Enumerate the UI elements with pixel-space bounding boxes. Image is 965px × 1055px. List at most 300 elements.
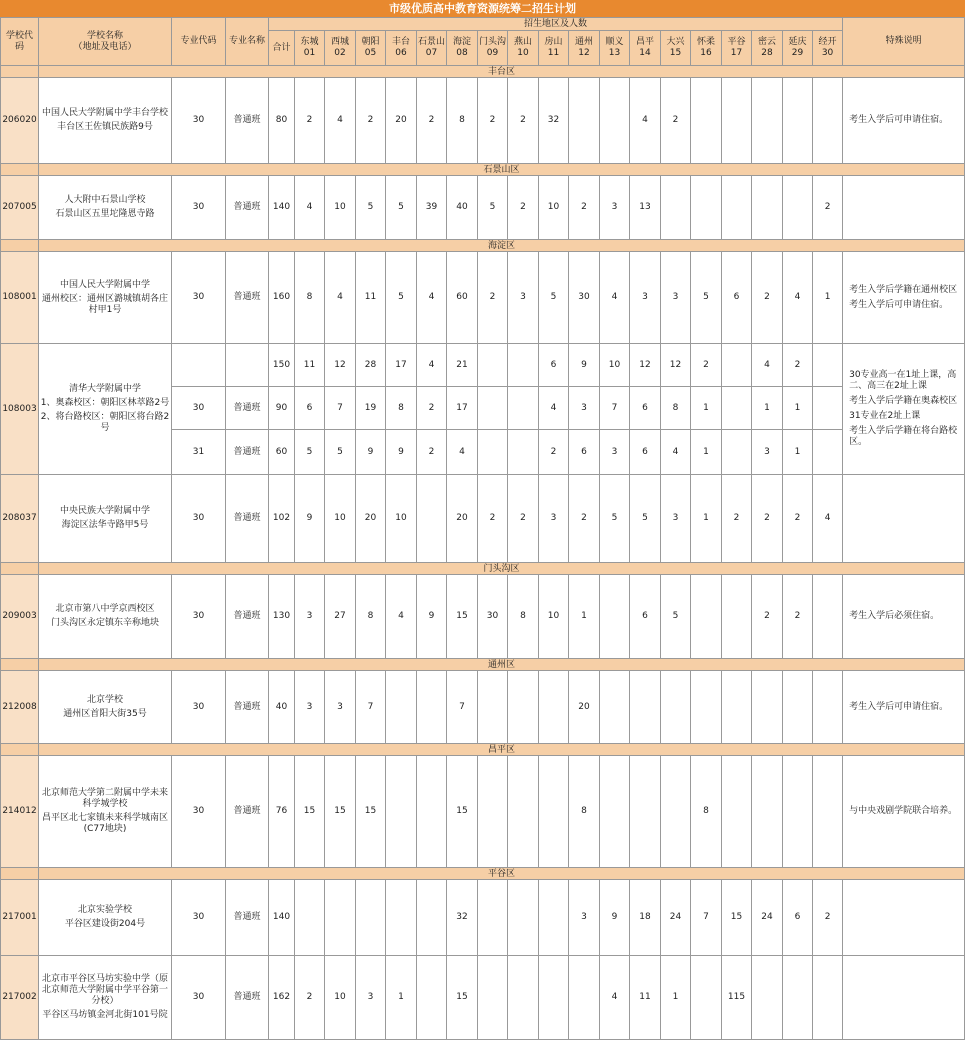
major-code: 30 [172,575,226,659]
special-note [843,956,965,1040]
district-count: 6 [569,430,600,475]
district-count: 2 [508,78,539,164]
school-name-line: 北京师范大学第二附属中学未来科学城学校 [41,788,168,809]
header-district-09 [478,31,508,66]
district-count [539,956,569,1040]
district-row [1,744,965,756]
district-count [722,344,752,387]
school-name-line: 2、将台路校区：朝阳区将台路2号 [40,412,170,433]
school-code: 217002 [1,956,39,1040]
district-count [478,956,508,1040]
district-label: 昌平区 [39,744,965,756]
district-count [813,430,843,475]
total-count: 102 [269,475,295,563]
district-count: 2 [508,475,539,563]
district-count [539,756,569,868]
school-name-line: 中国人民大学附属中学 [59,279,150,290]
district-count: 1 [691,430,722,475]
district-count: 5 [539,252,569,344]
table-row [1,575,965,659]
header-district-08 [447,31,478,66]
district-count: 3 [752,430,783,475]
district-count [600,671,630,744]
district-count: 6 [630,575,661,659]
major-name: 普通班 [226,575,269,659]
header-district-name: 朝阳 [361,37,380,47]
special-note-line: 与中央戏剧学院联合培养。 [849,806,958,816]
district-count: 2 [295,78,325,164]
district-count [661,176,691,240]
district-count [813,78,843,164]
district-row [1,659,965,671]
district-count [386,880,417,956]
district-count: 28 [356,344,386,387]
district-count: 1 [661,956,691,1040]
district-count: 3 [295,575,325,659]
district-count: 24 [661,880,691,956]
header-school-code: 学校代码 [1,18,39,66]
district-count [783,956,813,1040]
header-district-code: 15 [669,48,682,58]
district-count: 3 [508,252,539,344]
district-count: 11 [295,344,325,387]
district-count [813,671,843,744]
district-count: 8 [447,78,478,164]
total-count: 40 [269,671,295,744]
major-code [172,344,226,387]
special-note [843,344,965,475]
district-label: 海淀区 [39,240,965,252]
header-district-name: 密云 [757,37,776,47]
district-count: 4 [783,252,813,344]
district-count: 3 [630,252,661,344]
district-count [752,671,783,744]
header-district-name: 经开 [818,37,837,47]
district-count [356,880,386,956]
district-count [783,176,813,240]
district-count: 12 [325,344,356,387]
district-count [417,756,447,868]
major-code: 30 [172,252,226,344]
district-count [386,756,417,868]
district-count: 19 [356,387,386,430]
district-count: 17 [386,344,417,387]
district-count [691,671,722,744]
district-count [478,387,508,430]
district-count: 7 [447,671,478,744]
district-count: 2 [478,475,508,563]
header-district-29 [783,31,813,66]
district-count [600,78,630,164]
district-count [325,880,356,956]
district-count: 15 [295,756,325,868]
district-count: 3 [539,475,569,563]
header-district-code: 30 [821,48,834,58]
district-count: 3 [569,880,600,956]
district-count [752,78,783,164]
district-count: 10 [325,475,356,563]
header-district-code: 06 [395,48,407,58]
district-count [600,756,630,868]
district-count [417,671,447,744]
district-count: 5 [325,430,356,475]
district-count [417,475,447,563]
district-count [600,575,630,659]
district-count: 7 [600,387,630,430]
district-count [569,956,600,1040]
school-name-line: 通州区首阳大街35号 [63,708,147,719]
district-count: 5 [630,475,661,563]
header-district-code: 28 [761,48,773,58]
major-name: 普通班 [226,956,269,1040]
district-count: 12 [630,344,661,387]
school-code: 206020 [1,78,39,164]
district-count: 20 [386,78,417,164]
district-row [1,240,965,252]
major-name: 普通班 [226,430,269,475]
page-title: 市级优质高中教育资源统筹二招生计划 [0,0,965,17]
district-count [661,671,691,744]
major-code: 30 [172,956,226,1040]
school-name [39,880,172,956]
special-note [843,176,965,240]
district-count [417,956,447,1040]
district-count [417,880,447,956]
district-count: 15 [356,756,386,868]
district-count: 10 [600,344,630,387]
district-count [508,956,539,1040]
district-count: 2 [813,880,843,956]
header-note: 特殊说明 [843,18,965,66]
district-count: 32 [447,880,478,956]
district-count: 5 [600,475,630,563]
district-count [569,78,600,164]
district-count: 9 [295,475,325,563]
district-count: 10 [386,475,417,563]
district-count: 5 [295,430,325,475]
school-name-line: 中央民族大学附属中学 [59,506,150,516]
school-name [39,475,172,563]
school-name-line: 北京实验学校 [77,905,132,915]
major-name: 普通班 [226,880,269,956]
header-major-code: 专业代码 [172,18,226,66]
header-district-name: 平谷 [727,37,746,47]
school-name-line: 昌平区北七家镇未来科学城南区(C77地块) [41,813,168,834]
district-count: 3 [325,671,356,744]
district-count [722,387,752,430]
table-row [1,78,965,164]
header-district-name: 顺义 [605,37,624,47]
header-district-code: 13 [608,48,621,58]
header-district-14 [630,31,661,66]
school-name-line: 中国人民大学附属中学丰台学校 [41,108,168,118]
district-count: 24 [752,880,783,956]
header-district-name: 怀柔 [696,37,715,47]
district-count: 10 [539,176,569,240]
table-row [1,956,965,1040]
header-district-30 [813,31,843,66]
district-count: 21 [447,344,478,387]
special-note [843,671,965,744]
major-name: 普通班 [226,387,269,430]
header-district-name: 东城 [300,37,319,47]
school-name-line: 北京市第八中学京西校区 [55,604,155,614]
district-count: 60 [447,252,478,344]
district-count: 2 [783,475,813,563]
school-code: 208037 [1,475,39,563]
district-count [752,756,783,868]
total-count: 140 [269,176,295,240]
district-count [478,344,508,387]
district-count [722,78,752,164]
district-count [722,575,752,659]
total-count: 150 [269,344,295,387]
header-district-code: 02 [334,48,346,58]
district-count: 7 [356,671,386,744]
district-count: 20 [356,475,386,563]
district-count [752,176,783,240]
school-name-line: 1、奥森校区：朝阳区林萃路2号 [40,398,170,408]
district-count: 2 [783,344,813,387]
header-district-name: 燕山 [513,37,532,47]
district-count: 7 [325,387,356,430]
district-count [722,671,752,744]
district-count: 2 [417,430,447,475]
major-name: 普通班 [226,252,269,344]
school-name-line: 平谷区马坊镇金河北街101号院 [42,1010,168,1020]
header-district-name: 西城 [330,37,349,47]
header-district-code: 08 [456,48,468,58]
school-name [39,78,172,164]
district-count: 5 [386,176,417,240]
school-name-line: 北京市平谷区马坊实验中学（原北京师范大学附属中学平谷第一分校） [41,974,168,1006]
header-district-code: 17 [730,48,743,58]
district-code-spacer [1,744,39,756]
header-district-name: 昌平 [635,37,654,47]
table-row [1,344,965,387]
header-district-12 [569,31,600,66]
district-count: 8 [691,756,722,868]
header-district-name: 海淀 [452,37,471,47]
district-count [478,756,508,868]
total-count: 130 [269,575,295,659]
header-district-10 [508,31,539,66]
school-name-line: 北京学校 [86,694,123,705]
school-name-line: 丰台区王佐镇民族路9号 [57,122,153,132]
header-district-name: 房山 [544,37,563,47]
district-count: 4 [295,176,325,240]
school-code: 108001 [1,252,39,344]
district-count: 3 [569,387,600,430]
district-count: 10 [325,956,356,1040]
district-count: 12 [661,344,691,387]
table-header [1,18,965,66]
table-row [1,475,965,563]
district-count [813,344,843,387]
header-district-code: 07 [425,48,438,58]
table-row [1,252,965,344]
district-count [691,176,722,240]
total-count: 160 [269,252,295,344]
district-count [630,671,661,744]
district-code-spacer [1,164,39,176]
district-count: 2 [722,475,752,563]
district-label: 通州区 [39,659,965,671]
district-count: 2 [356,78,386,164]
district-count: 1 [386,956,417,1040]
major-name: 普通班 [226,475,269,563]
header-total: 合计 [269,31,295,66]
special-note [843,575,965,659]
district-count: 2 [478,252,508,344]
major-code: 30 [172,475,226,563]
major-code: 30 [172,387,226,430]
district-count: 3 [661,252,691,344]
school-code: 212008 [1,671,39,744]
header-district-13 [600,31,630,66]
header-district-17 [722,31,752,66]
special-note-line: 考生入学后可申请住宿。 [849,115,949,125]
school-code: 214012 [1,756,39,868]
district-count: 3 [295,671,325,744]
major-code: 30 [172,671,226,744]
major-name: 普通班 [226,756,269,868]
district-count: 2 [691,344,722,387]
district-count: 10 [325,176,356,240]
district-count: 17 [447,387,478,430]
special-note-line: 考生入学后学籍在奥森校区 [849,396,958,406]
district-count: 13 [630,176,661,240]
district-count [752,956,783,1040]
major-code: 30 [172,880,226,956]
district-count: 4 [417,344,447,387]
district-label: 门头沟区 [39,563,965,575]
table-row [1,176,965,240]
district-code-spacer [1,66,39,78]
district-count: 9 [569,344,600,387]
district-count [783,78,813,164]
table-row [1,756,965,868]
school-name [39,956,172,1040]
district-count: 27 [325,575,356,659]
header-school-name-main: 学校名称 [86,30,123,41]
school-code: 209003 [1,575,39,659]
school-name [39,671,172,744]
total-count: 76 [269,756,295,868]
district-count: 8 [295,252,325,344]
district-count: 2 [295,956,325,1040]
header-district-06 [386,31,417,66]
district-count: 3 [600,430,630,475]
district-count: 8 [569,756,600,868]
district-count: 6 [722,252,752,344]
district-count [813,956,843,1040]
special-note-line: 考生入学后学籍在将台路校区。 [849,426,958,447]
header-district-code: 05 [364,48,377,58]
major-name: 普通班 [226,176,269,240]
district-count: 2 [569,176,600,240]
district-row [1,868,965,880]
district-count: 8 [386,387,417,430]
district-count: 2 [539,430,569,475]
district-count: 2 [813,176,843,240]
district-count: 32 [539,78,569,164]
header-district-code: 29 [791,48,804,58]
header-district-07 [417,31,447,66]
header-district-05 [356,31,386,66]
school-name-line: 石景山区五里坨隆恩寺路 [55,209,155,219]
header-district-name: 石景山 [418,37,446,47]
district-count: 4 [325,252,356,344]
district-count [508,671,539,744]
district-count [478,430,508,475]
district-count: 4 [752,344,783,387]
header-school-name-sub: （地址及电话） [73,41,137,52]
header-district-code: 11 [547,48,560,58]
district-count: 1 [691,387,722,430]
district-count: 6 [630,430,661,475]
district-count [661,756,691,868]
header-district-code: 16 [700,48,712,58]
total-count: 80 [269,78,295,164]
district-count: 2 [783,575,813,659]
total-count: 162 [269,956,295,1040]
special-note [843,78,965,164]
district-count [722,176,752,240]
header-district-15 [661,31,691,66]
district-count: 9 [600,880,630,956]
district-count: 2 [661,78,691,164]
district-count: 4 [539,387,569,430]
district-count [691,956,722,1040]
district-count: 8 [508,575,539,659]
district-count: 3 [356,956,386,1040]
school-name [39,344,172,475]
district-count: 11 [356,252,386,344]
district-count: 5 [691,252,722,344]
major-code: 31 [172,430,226,475]
district-count: 4 [600,956,630,1040]
district-count [539,880,569,956]
district-count: 6 [783,880,813,956]
district-count: 2 [752,475,783,563]
school-name [39,252,172,344]
total-count: 90 [269,387,295,430]
district-count: 4 [630,78,661,164]
school-code: 207005 [1,176,39,240]
district-label: 平谷区 [39,868,965,880]
district-count: 4 [447,430,478,475]
school-name-line: 人大附中石景山学校 [64,195,146,205]
district-count [722,756,752,868]
school-name [39,575,172,659]
major-code: 30 [172,78,226,164]
school-name-line: 清华大学附属中学 [68,384,141,394]
district-count: 4 [813,475,843,563]
header-area-group: 招生地区及人数 [269,18,843,31]
district-count: 5 [386,252,417,344]
district-count: 9 [417,575,447,659]
district-count: 5 [661,575,691,659]
district-count [508,756,539,868]
district-row [1,563,965,575]
district-count [295,880,325,956]
school-name [39,176,172,240]
header-district-11 [539,31,569,66]
district-count [783,756,813,868]
district-count: 3 [600,176,630,240]
district-count: 8 [661,387,691,430]
